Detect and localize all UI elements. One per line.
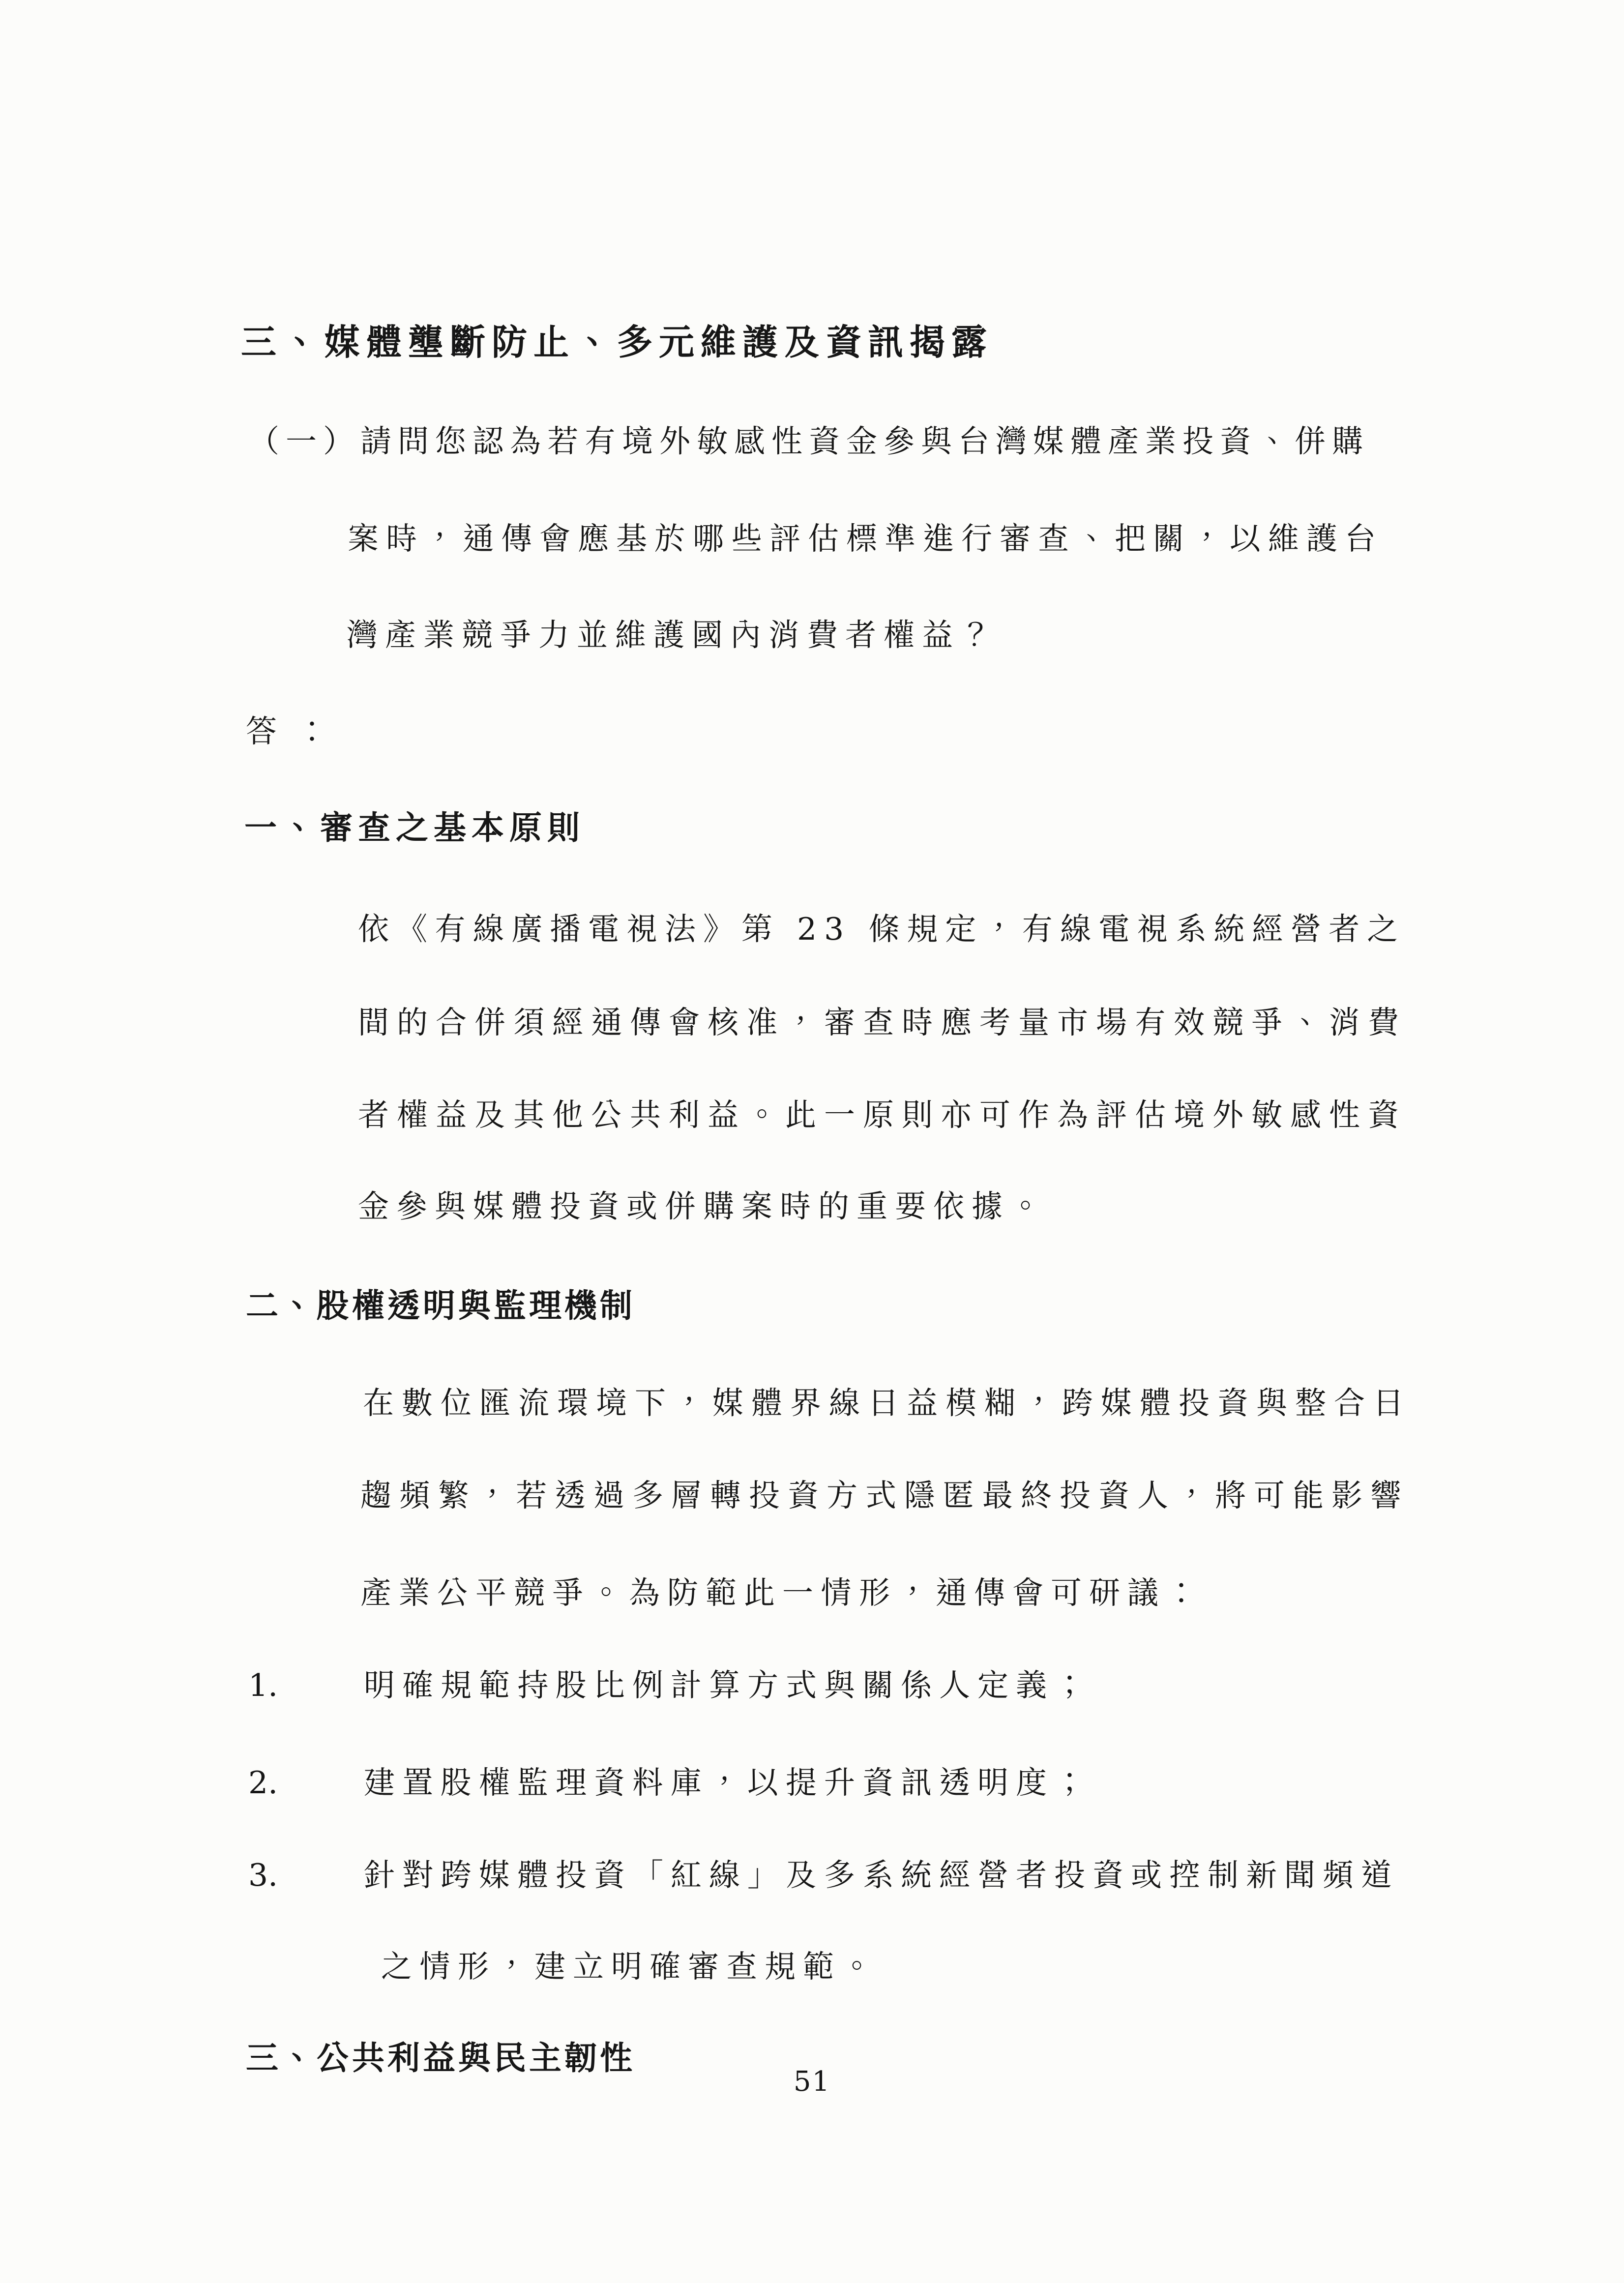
section2-line-1: 在數位匯流環境下，媒體界線日益模糊，跨媒體投資與整合日 [363, 1385, 1412, 1421]
list-item-3 [248, 1857, 1399, 1893]
list-item-1-text: 明確規範持股比例計算方式與關係人定義； [364, 1667, 1093, 1703]
section1-line-4: 金參與媒體投資或併購案時的重要依據。 [358, 1188, 1048, 1224]
list-item-3-continuation: 之情形，建立明確審查規範。 [381, 1949, 880, 1985]
section1-line-2: 間的合併須經通傳會核准，審查時應考量市場有效競爭、消費 [358, 1005, 1407, 1040]
section1-line-3: 者權益及其他公共利益。此一原則亦可作為評估境外敏感性資 [358, 1097, 1407, 1133]
list-item-2-number: 2. [248, 1765, 278, 1801]
list-item-1 [248, 1667, 1093, 1703]
section2-heading: 二、股權透明與監理機制 [246, 1286, 635, 1325]
section1-heading: 一、審查之基本原則 [244, 808, 585, 847]
section2-line-3: 產業公平競爭。為防範此一情形，通傳會可研議： [360, 1575, 1204, 1611]
question-line-2: 案時，通傳會應基於哪些評估標準進行審查、把關，以維護台 [348, 521, 1383, 557]
section3-heading: 三、公共利益與民主韌性 [246, 2039, 635, 2077]
question-line-3: 灣產業競爭力並維護國內消費者權益？ [347, 617, 999, 653]
page-number: 51 [793, 2066, 831, 2098]
answer-label: 答： [246, 713, 347, 749]
list-item-3-number: 3. [248, 1857, 278, 1893]
section2-line-2: 趨頻繁，若透過多層轉投資方式隱匿最終投資人，將可能影響 [360, 1478, 1409, 1513]
list-item-2-text: 建置股權監理資料庫，以提升資訊透明度； [364, 1765, 1093, 1801]
list-item-2 [248, 1765, 1093, 1801]
list-item-1-number: 1. [248, 1667, 278, 1703]
section1-line-1: 依《有線廣播電視法》第 23 條規定，有線電視系統經營者之 [358, 911, 1406, 947]
list-item-3-text: 針對跨媒體投資「紅線」及多系統經營者投資或控制新聞頻道 [364, 1857, 1399, 1893]
main-section-heading: 三、媒體壟斷防止、多元維護及資訊揭露 [241, 321, 994, 363]
question-line-1: （一）請問您認為若有境外敏感性資金參與台灣媒體產業投資、併購 [248, 423, 1369, 459]
